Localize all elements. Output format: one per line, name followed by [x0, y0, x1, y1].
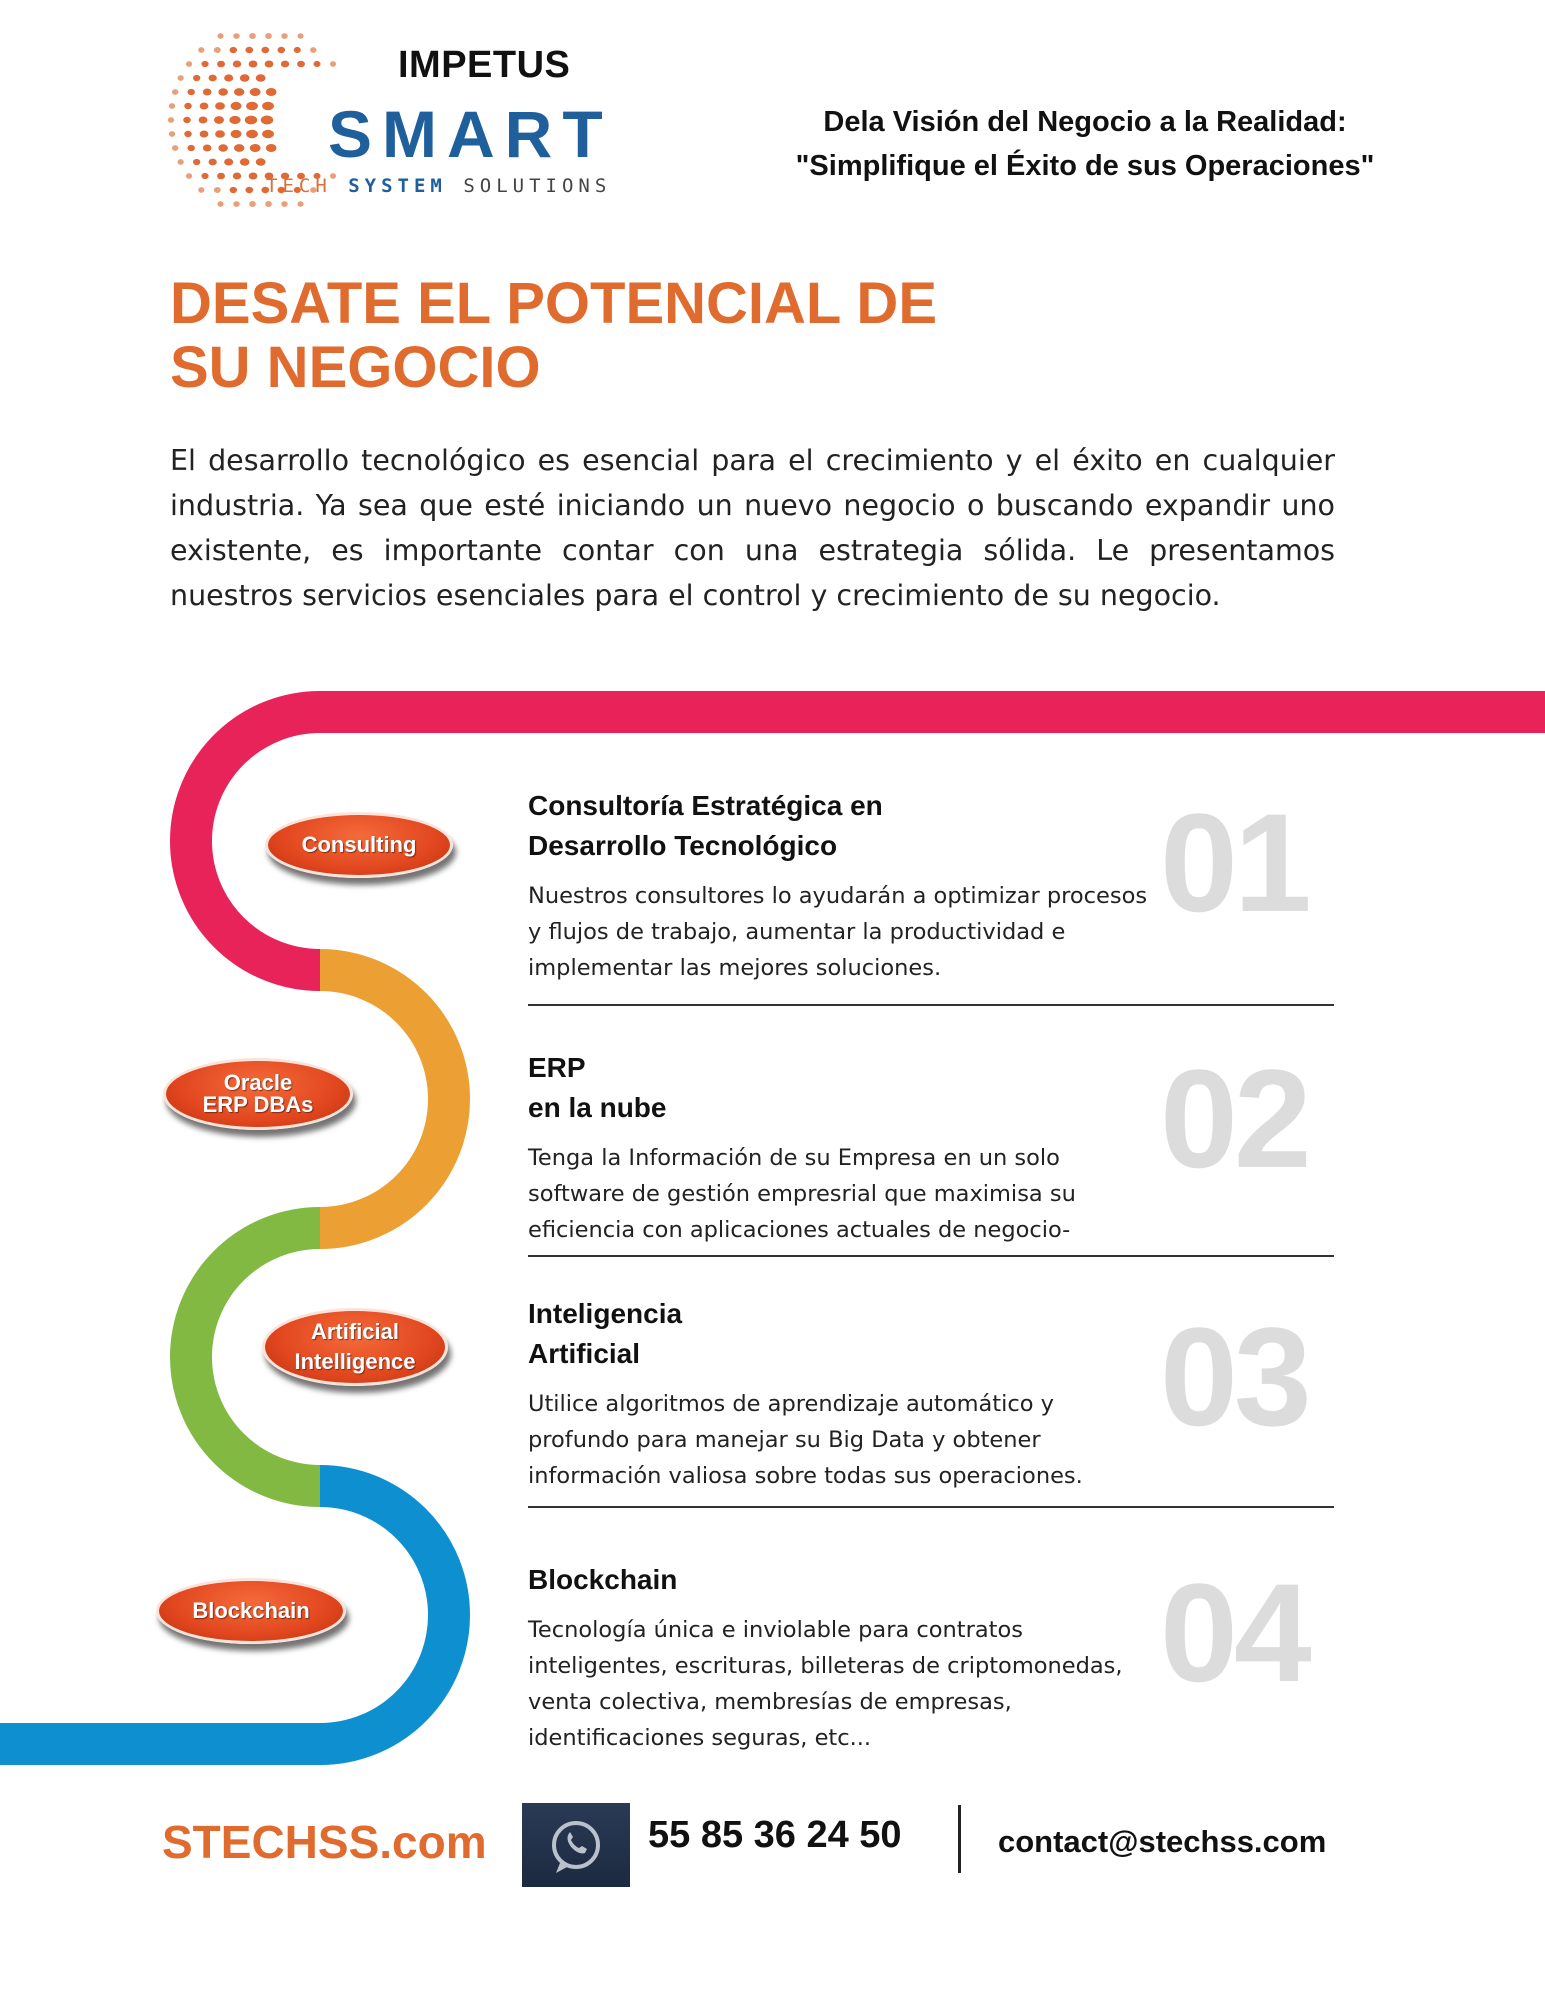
service-4-desc-line: venta colectiva, membresías de empresas, — [528, 1689, 1012, 1715]
intro-paragraph: El desarrollo tecnológico es esencial para el crecimiento y el éxito en cualquier industria. Ya sea que esté iniciando un nuevo negocio o buscando expandir uno existente, es importante contar con una estrategia sólida. Le presentamos nuestros servicios esenciales para el control y crecimiento de su negocio. — [170, 444, 1335, 612]
logo-dot — [240, 74, 250, 81]
logo-dot — [201, 173, 208, 179]
logo-dot — [250, 88, 261, 96]
logo-dot — [297, 201, 303, 207]
pill-oracle-line-2: ERP DBAs — [202, 1092, 314, 1117]
logo-dot — [233, 61, 241, 68]
logo-dot — [265, 60, 274, 67]
logo-dot — [246, 102, 258, 111]
service-4-description — [528, 1612, 1148, 1756]
logo-dot — [234, 144, 244, 152]
logo-dot — [262, 102, 274, 111]
service-4-title-line-1: Blockchain — [528, 1564, 678, 1595]
hero-title-line-2: SU NEGOCIO — [170, 335, 541, 400]
logo-dot — [187, 89, 194, 95]
logo-dot — [183, 117, 191, 123]
service-3-title-line-1: Inteligencia — [528, 1298, 683, 1329]
divider-2 — [528, 1255, 1334, 1257]
service-3-desc-line: Utilice algoritmos de aprendizaje automático y — [528, 1391, 1054, 1417]
service-3-desc-line: profundo para manejar su Big Data y obtener — [528, 1427, 1041, 1453]
logo-dot — [184, 103, 192, 109]
logo-dot — [193, 159, 200, 165]
pill-blockchain — [156, 1578, 346, 1644]
logo-dot — [217, 61, 225, 68]
logo-dot — [249, 60, 258, 67]
logo-dot — [168, 117, 174, 123]
divider-3 — [528, 1506, 1334, 1508]
logo-dot — [203, 89, 212, 96]
logo-dot — [224, 74, 233, 81]
brand-smart: SMART — [328, 97, 613, 171]
logo-dot — [214, 47, 221, 53]
logo-dot — [266, 88, 277, 96]
logo-dot — [240, 158, 250, 165]
service-4-title — [528, 1560, 677, 1600]
pill-blockchain-label: Blockchain — [192, 1598, 310, 1623]
logo-dot — [256, 158, 266, 166]
service-1-number: 01 — [1160, 784, 1308, 941]
service-1-title-line-2: Desarrollo Tecnológico — [528, 830, 838, 861]
logo-dot — [218, 144, 228, 151]
service-3-desc-line: información valiosa sobre todas sus operaciones. — [528, 1463, 1083, 1489]
service-2-number: 02 — [1160, 1040, 1308, 1197]
pill-artificial-intelligence — [262, 1308, 448, 1386]
logo-dot — [249, 172, 258, 179]
logo-dot — [198, 47, 204, 53]
logo-dot — [230, 47, 237, 53]
logo-dot — [314, 61, 321, 67]
logo-dot — [186, 173, 192, 179]
logo-dot — [201, 61, 208, 67]
logo-dot — [209, 75, 217, 82]
service-1-desc-line: implementar las mejores soluciones. — [528, 955, 942, 981]
logo-dot — [281, 201, 287, 207]
logo-dot — [169, 131, 175, 137]
hero-title — [170, 272, 1070, 400]
service-4-desc-line: identificaciones seguras, etc... — [528, 1725, 872, 1751]
logo-dot — [169, 103, 175, 109]
tagline-system: SYSTEM — [348, 175, 447, 197]
logo-dot — [261, 116, 273, 125]
footer-divider — [958, 1805, 961, 1873]
logo-dot — [265, 201, 272, 207]
logo-dot — [245, 47, 253, 53]
brand-tagline — [266, 175, 611, 197]
service-1-description — [528, 878, 1148, 986]
whatsapp-icon — [522, 1803, 630, 1887]
logo-dot — [224, 158, 233, 165]
service-1-title — [528, 786, 883, 866]
whatsapp-tile[interactable] — [522, 1803, 630, 1887]
logo-dot — [218, 88, 228, 95]
logo-dot — [199, 116, 208, 123]
service-1-desc-line: Nuestros consultores lo ayudarán a optimizar procesos — [528, 883, 1148, 909]
logo-dot — [278, 47, 286, 53]
logo-dot — [249, 201, 256, 207]
service-2-desc-line: eficiencia con aplicaciones actuales de negocio- — [528, 1217, 1071, 1243]
logo-dot — [178, 75, 184, 81]
logo-dot — [193, 75, 200, 81]
logo-dot — [214, 187, 221, 193]
hero-title-line-1: DESATE EL POTENCIAL DE — [170, 271, 937, 336]
pill-ai-line-2: Intelligence — [294, 1349, 416, 1374]
logo-dot — [209, 159, 217, 166]
logo-dot — [217, 173, 225, 180]
service-2-title — [528, 1048, 666, 1128]
service-3-title — [528, 1294, 682, 1374]
logo-dot — [233, 33, 240, 39]
service-3-number: 03 — [1160, 1298, 1308, 1455]
logo-dot — [281, 33, 287, 39]
tagline-solutions: SOLUTIONS — [463, 175, 612, 197]
service-2-title-line-2: en la nube — [528, 1092, 667, 1123]
logo-dot — [294, 47, 301, 53]
logo-dot — [261, 47, 269, 54]
logo-dot — [250, 144, 261, 152]
logo-dot — [266, 144, 277, 152]
logo-dot — [215, 130, 225, 138]
logo-dot — [230, 187, 237, 193]
service-3-description — [528, 1386, 1148, 1494]
service-2-title-line-1: ERP — [528, 1052, 586, 1083]
logo-dot — [281, 61, 289, 68]
logo-dot — [233, 173, 241, 180]
service-2-desc-line: software de gestión empresrial que maximisa su — [528, 1181, 1076, 1207]
logo-dot — [172, 145, 178, 151]
service-2-desc-line: Tenga la Información de su Empresa en un solo — [528, 1145, 1060, 1171]
pill-consulting — [265, 812, 453, 878]
logo-dot — [297, 33, 303, 39]
logo-dot — [186, 61, 192, 67]
service-2-description — [528, 1140, 1148, 1248]
logo-dot — [249, 33, 256, 39]
pill-ai-line-1: Artificial — [310, 1319, 400, 1344]
service-1-title-line-1: Consultoría Estratégica en — [528, 790, 883, 821]
logo-dot — [203, 145, 212, 152]
pill-oracle-line-1: Oracle — [223, 1070, 293, 1095]
logo-dot — [231, 130, 242, 138]
brand-impetus: IMPETUS — [398, 44, 571, 86]
logo-dot — [310, 47, 316, 53]
service-3-title-line-2: Artificial — [528, 1338, 641, 1369]
service-1-desc-line: y flujos de trabajo, aumentar la productividad e — [528, 919, 1066, 945]
pill-oracle-erp — [163, 1058, 353, 1130]
logo-dot — [200, 103, 209, 110]
logo-dot — [297, 61, 305, 68]
slogan — [775, 100, 1395, 188]
logo-dot — [231, 102, 242, 110]
logo-dot — [172, 89, 178, 95]
logo-dot — [233, 201, 240, 207]
tagline-tech: TECH — [266, 175, 332, 197]
service-4-number: 04 — [1160, 1554, 1308, 1711]
slogan-line-1: Dela Visión del Negocio a la Realidad: — [823, 106, 1347, 138]
logo-dot — [178, 159, 184, 165]
service-4-desc-line: Tecnología única e inviolable para contratos — [528, 1617, 1023, 1643]
logo-dot — [217, 201, 223, 207]
logo-dot — [217, 33, 223, 39]
logo-dot — [245, 187, 253, 193]
email-link[interactable]: contact@stechss.com — [998, 1824, 1327, 1859]
logo-dot — [262, 130, 274, 139]
logo-dot — [214, 116, 224, 124]
logo-dot — [184, 131, 192, 137]
logo-dot — [245, 116, 257, 125]
logo-dot — [198, 187, 204, 193]
logo-dot — [229, 116, 240, 124]
logo-dot — [246, 130, 258, 139]
logo-dot — [234, 88, 244, 96]
website-link[interactable]: STECHSS.com — [162, 1816, 487, 1868]
service-4-desc-line: inteligentes, escrituras, billeteras de criptomonedas, — [528, 1653, 1123, 1679]
logo-dot — [265, 33, 272, 39]
pill-consulting-label: Consulting — [301, 832, 417, 857]
divider-1 — [528, 1004, 1334, 1006]
logo-dot — [187, 145, 194, 151]
logo-dot — [215, 102, 225, 110]
phone-number[interactable]: 55 85 36 24 50 — [648, 1814, 902, 1856]
slogan-line-2: "Simplifique el Éxito de sus Operaciones" — [795, 150, 1375, 182]
logo-dot — [330, 61, 336, 67]
logo-dot — [256, 74, 266, 82]
logo-dot — [200, 131, 209, 138]
